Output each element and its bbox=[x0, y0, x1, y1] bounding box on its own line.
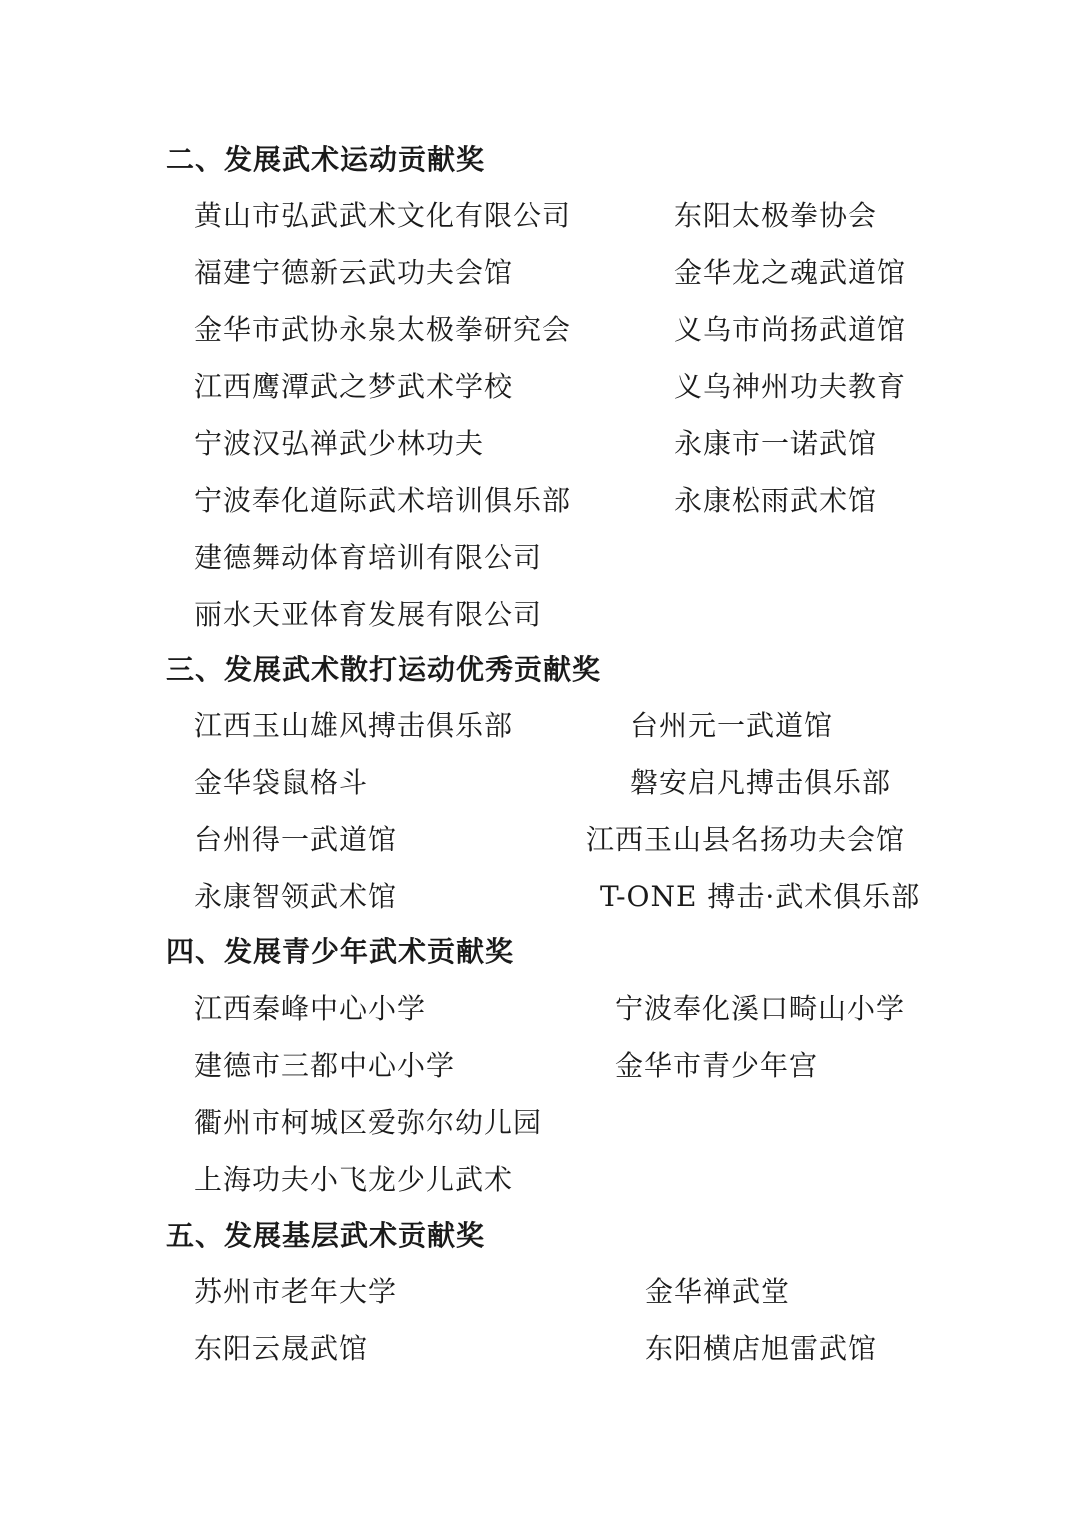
list-item: 义乌市尚扬武道馆 bbox=[674, 313, 907, 346]
list-item: 金华袋鼠格斗 bbox=[194, 766, 369, 799]
list-item: 江西玉山雄风搏击俱乐部 bbox=[194, 709, 514, 742]
list-item: 苏州市老年大学 bbox=[194, 1275, 398, 1308]
list-item: 永康智领武术馆 bbox=[194, 880, 398, 913]
list-item: 东阳横店旭雷武馆 bbox=[645, 1332, 878, 1365]
list-item: 江西玉山县名扬功夫会馆 bbox=[586, 823, 906, 856]
list-item: 宁波奉化溪口畸山小学 bbox=[615, 992, 906, 1025]
section-heading-3: 三、发展武术散打运动优秀贡献奖 bbox=[166, 653, 602, 686]
list-item: 衢州市柯城区爱弥尔幼儿园 bbox=[194, 1106, 543, 1139]
list-item: 金华市青少年宫 bbox=[615, 1049, 819, 1082]
list-item: 磐安启凡搏击俱乐部 bbox=[630, 766, 892, 799]
list-item: 台州得一武道馆 bbox=[194, 823, 398, 856]
list-item: 东阳太极拳协会 bbox=[674, 199, 878, 232]
list-item: 永康市一诺武馆 bbox=[674, 427, 878, 460]
list-item: 建德市三都中心小学 bbox=[194, 1049, 456, 1082]
list-item: 建德舞动体育培训有限公司 bbox=[194, 541, 543, 574]
list-item: 义乌神州功夫教育 bbox=[674, 370, 907, 403]
list-item: 福建宁德新云武功夫会馆 bbox=[194, 256, 514, 289]
list-item: T-ONE 搏击·武术俱乐部 bbox=[600, 880, 921, 913]
list-item: 宁波奉化道际武术培训俱乐部 bbox=[194, 484, 572, 517]
list-item: 金华市武协永泉太极拳研究会 bbox=[194, 313, 572, 346]
list-item: 永康松雨武术馆 bbox=[674, 484, 878, 517]
list-item: 江西秦峰中心小学 bbox=[194, 992, 427, 1025]
list-item: 宁波汉弘禅武少林功夫 bbox=[194, 427, 485, 460]
list-item: 东阳云晟武馆 bbox=[194, 1332, 369, 1365]
list-item: 金华禅武堂 bbox=[645, 1275, 791, 1308]
list-item: 江西鹰潭武之梦武术学校 bbox=[194, 370, 514, 403]
section-heading-4: 四、发展青少年武术贡献奖 bbox=[166, 935, 515, 968]
section-heading-2: 二、发展武术运动贡献奖 bbox=[166, 143, 486, 176]
list-item: 丽水天亚体育发展有限公司 bbox=[194, 598, 543, 631]
section-heading-5: 五、发展基层武术贡献奖 bbox=[166, 1219, 486, 1252]
list-item: 金华龙之魂武道馆 bbox=[674, 256, 907, 289]
list-item: 黄山市弘武武术文化有限公司 bbox=[194, 199, 572, 232]
list-item: 上海功夫小飞龙少儿武术 bbox=[194, 1163, 514, 1196]
list-item: 台州元一武道馆 bbox=[630, 709, 834, 742]
